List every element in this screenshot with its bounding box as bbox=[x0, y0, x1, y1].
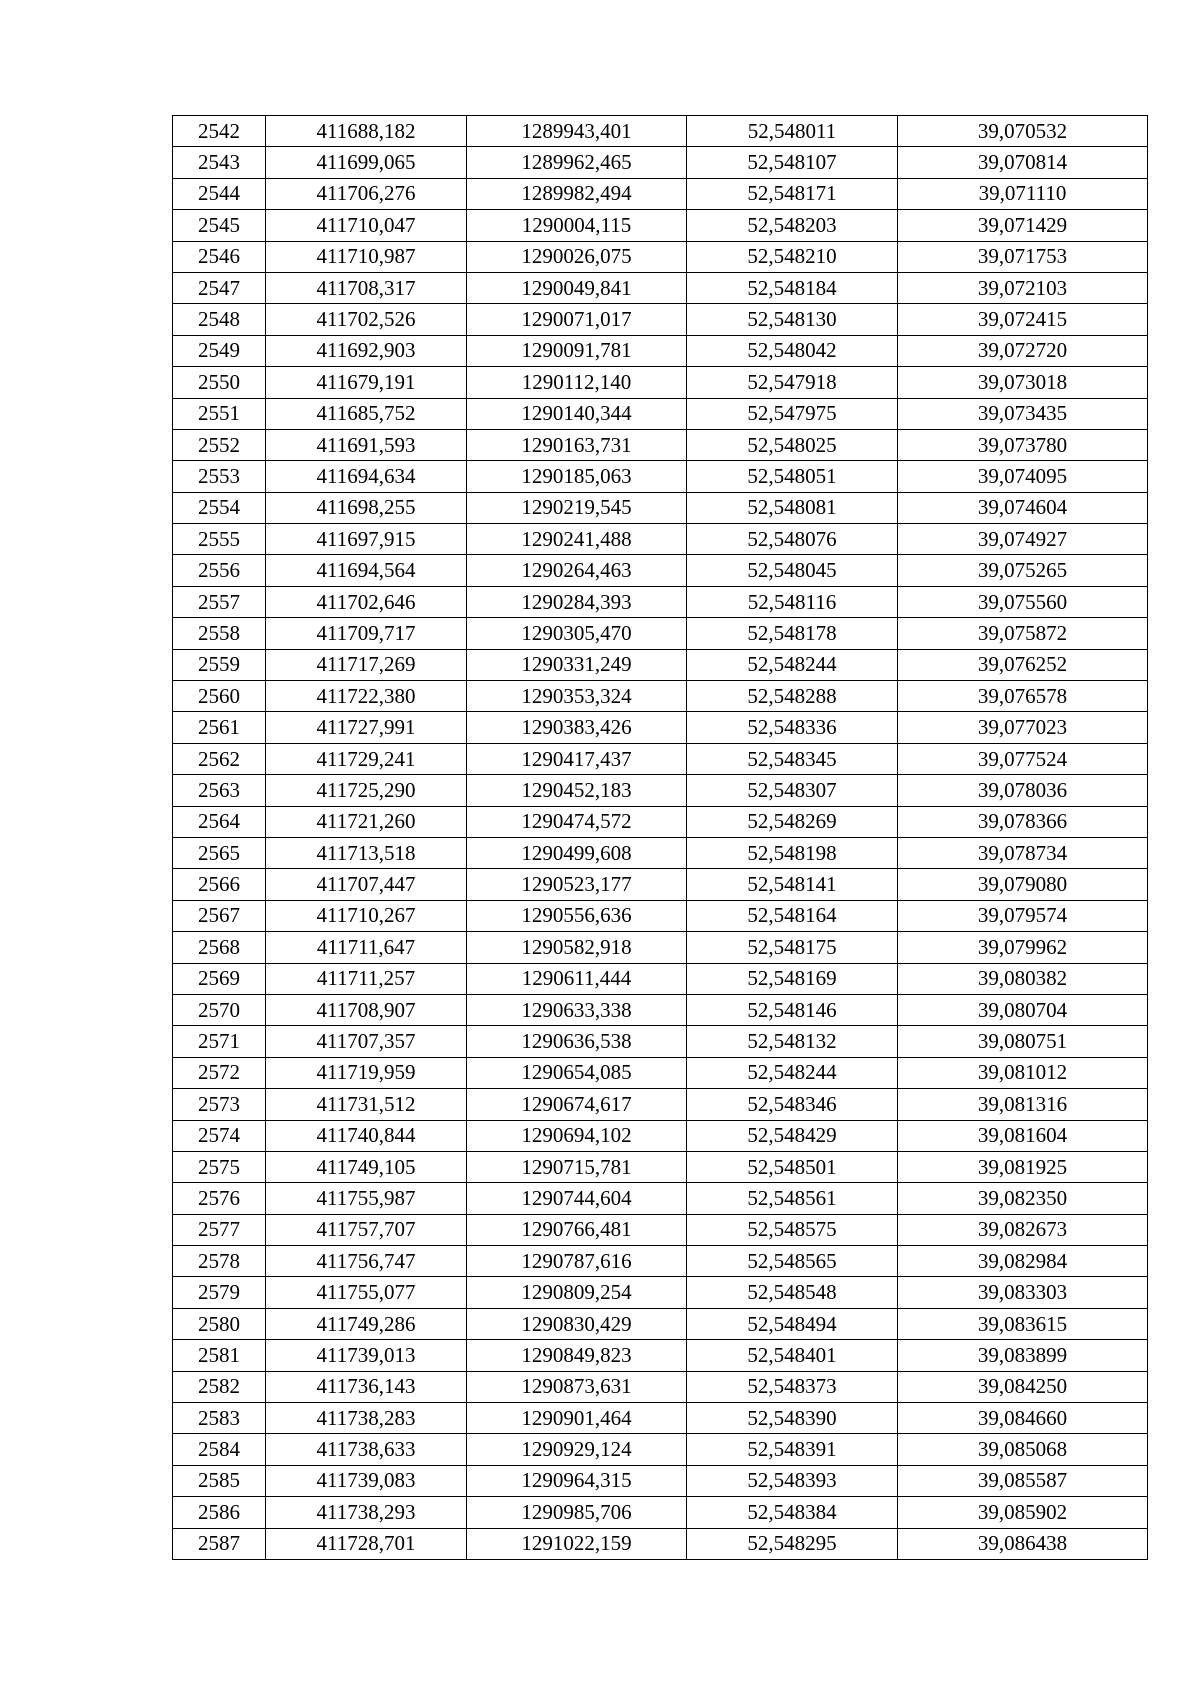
point-number-cell: 2565 bbox=[173, 837, 266, 868]
latitude-cell: 52,548565 bbox=[687, 1246, 898, 1277]
latitude-cell: 52,548130 bbox=[687, 304, 898, 335]
y-coordinate-cell: 1290985,706 bbox=[467, 1497, 687, 1528]
point-number-cell: 2546 bbox=[173, 241, 266, 272]
longitude-cell: 39,070814 bbox=[898, 147, 1148, 178]
y-coordinate-cell: 1290219,545 bbox=[467, 492, 687, 523]
point-number-cell: 2543 bbox=[173, 147, 266, 178]
longitude-cell: 39,071429 bbox=[898, 210, 1148, 241]
table-row bbox=[173, 837, 1148, 868]
x-coordinate-cell: 411694,564 bbox=[266, 555, 467, 586]
longitude-cell: 39,083899 bbox=[898, 1340, 1148, 1371]
y-coordinate-cell: 1290284,393 bbox=[467, 586, 687, 617]
table-row bbox=[173, 1183, 1148, 1214]
longitude-cell: 39,081604 bbox=[898, 1120, 1148, 1151]
longitude-cell: 39,083615 bbox=[898, 1308, 1148, 1339]
y-coordinate-cell: 1290004,115 bbox=[467, 210, 687, 241]
x-coordinate-cell: 411757,707 bbox=[266, 1214, 467, 1245]
longitude-cell: 39,078036 bbox=[898, 775, 1148, 806]
table-row bbox=[173, 1151, 1148, 1182]
y-coordinate-cell: 1290582,918 bbox=[467, 932, 687, 963]
point-number-cell: 2550 bbox=[173, 367, 266, 398]
latitude-cell: 52,548494 bbox=[687, 1308, 898, 1339]
point-number-cell: 2562 bbox=[173, 743, 266, 774]
y-coordinate-cell: 1289982,494 bbox=[467, 178, 687, 209]
table-row bbox=[173, 1214, 1148, 1245]
y-coordinate-cell: 1290353,324 bbox=[467, 681, 687, 712]
y-coordinate-cell: 1290049,841 bbox=[467, 272, 687, 303]
x-coordinate-cell: 411727,991 bbox=[266, 712, 467, 743]
longitude-cell: 39,075560 bbox=[898, 586, 1148, 617]
x-coordinate-cell: 411719,959 bbox=[266, 1057, 467, 1088]
point-number-cell: 2578 bbox=[173, 1246, 266, 1277]
table-row bbox=[173, 1120, 1148, 1151]
longitude-cell: 39,085068 bbox=[898, 1434, 1148, 1465]
point-number-cell: 2545 bbox=[173, 210, 266, 241]
x-coordinate-cell: 411691,593 bbox=[266, 429, 467, 460]
point-number-cell: 2561 bbox=[173, 712, 266, 743]
point-number-cell: 2583 bbox=[173, 1403, 266, 1434]
y-coordinate-cell: 1290474,572 bbox=[467, 806, 687, 837]
table-row bbox=[173, 1528, 1148, 1559]
x-coordinate-cell: 411738,283 bbox=[266, 1403, 467, 1434]
table-row bbox=[173, 775, 1148, 806]
y-coordinate-cell: 1289943,401 bbox=[467, 116, 687, 147]
longitude-cell: 39,079574 bbox=[898, 900, 1148, 931]
latitude-cell: 52,547975 bbox=[687, 398, 898, 429]
x-coordinate-cell: 411749,286 bbox=[266, 1308, 467, 1339]
table-row bbox=[173, 1371, 1148, 1402]
latitude-cell: 52,548244 bbox=[687, 1057, 898, 1088]
point-number-cell: 2563 bbox=[173, 775, 266, 806]
x-coordinate-cell: 411710,267 bbox=[266, 900, 467, 931]
point-number-cell: 2549 bbox=[173, 335, 266, 366]
y-coordinate-cell: 1290091,781 bbox=[467, 335, 687, 366]
y-coordinate-cell: 1290611,444 bbox=[467, 963, 687, 994]
y-coordinate-cell: 1290163,731 bbox=[467, 429, 687, 460]
longitude-cell: 39,085587 bbox=[898, 1465, 1148, 1496]
longitude-cell: 39,080704 bbox=[898, 994, 1148, 1025]
longitude-cell: 39,080751 bbox=[898, 1026, 1148, 1057]
latitude-cell: 52,548184 bbox=[687, 272, 898, 303]
y-coordinate-cell: 1289962,465 bbox=[467, 147, 687, 178]
point-number-cell: 2564 bbox=[173, 806, 266, 837]
point-number-cell: 2557 bbox=[173, 586, 266, 617]
latitude-cell: 52,548132 bbox=[687, 1026, 898, 1057]
x-coordinate-cell: 411708,907 bbox=[266, 994, 467, 1025]
x-coordinate-cell: 411702,646 bbox=[266, 586, 467, 617]
latitude-cell: 52,548146 bbox=[687, 994, 898, 1025]
x-coordinate-cell: 411711,647 bbox=[266, 932, 467, 963]
longitude-cell: 39,074927 bbox=[898, 524, 1148, 555]
latitude-cell: 52,548164 bbox=[687, 900, 898, 931]
latitude-cell: 52,548345 bbox=[687, 743, 898, 774]
x-coordinate-cell: 411731,512 bbox=[266, 1089, 467, 1120]
longitude-cell: 39,082673 bbox=[898, 1214, 1148, 1245]
table-row bbox=[173, 1434, 1148, 1465]
x-coordinate-cell: 411740,844 bbox=[266, 1120, 467, 1151]
latitude-cell: 52,548141 bbox=[687, 869, 898, 900]
point-number-cell: 2556 bbox=[173, 555, 266, 586]
y-coordinate-cell: 1290929,124 bbox=[467, 1434, 687, 1465]
longitude-cell: 39,076252 bbox=[898, 649, 1148, 680]
latitude-cell: 52,548373 bbox=[687, 1371, 898, 1402]
latitude-cell: 52,548107 bbox=[687, 147, 898, 178]
x-coordinate-cell: 411711,257 bbox=[266, 963, 467, 994]
point-number-cell: 2570 bbox=[173, 994, 266, 1025]
x-coordinate-cell: 411738,293 bbox=[266, 1497, 467, 1528]
x-coordinate-cell: 411728,701 bbox=[266, 1528, 467, 1559]
x-coordinate-cell: 411707,357 bbox=[266, 1026, 467, 1057]
longitude-cell: 39,071753 bbox=[898, 241, 1148, 272]
x-coordinate-cell: 411688,182 bbox=[266, 116, 467, 147]
y-coordinate-cell: 1290901,464 bbox=[467, 1403, 687, 1434]
table-row bbox=[173, 1057, 1148, 1088]
point-number-cell: 2586 bbox=[173, 1497, 266, 1528]
longitude-cell: 39,079962 bbox=[898, 932, 1148, 963]
latitude-cell: 52,548198 bbox=[687, 837, 898, 868]
x-coordinate-cell: 411717,269 bbox=[266, 649, 467, 680]
x-coordinate-cell: 411702,526 bbox=[266, 304, 467, 335]
longitude-cell: 39,081925 bbox=[898, 1151, 1148, 1182]
longitude-cell: 39,083303 bbox=[898, 1277, 1148, 1308]
longitude-cell: 39,073435 bbox=[898, 398, 1148, 429]
table-row bbox=[173, 241, 1148, 272]
table-row bbox=[173, 147, 1148, 178]
latitude-cell: 52,548295 bbox=[687, 1528, 898, 1559]
latitude-cell: 52,548169 bbox=[687, 963, 898, 994]
y-coordinate-cell: 1290383,426 bbox=[467, 712, 687, 743]
y-coordinate-cell: 1290140,344 bbox=[467, 398, 687, 429]
y-coordinate-cell: 1290331,249 bbox=[467, 649, 687, 680]
longitude-cell: 39,072720 bbox=[898, 335, 1148, 366]
table-row bbox=[173, 116, 1148, 147]
latitude-cell: 52,548042 bbox=[687, 335, 898, 366]
x-coordinate-cell: 411697,915 bbox=[266, 524, 467, 555]
latitude-cell: 52,548429 bbox=[687, 1120, 898, 1151]
point-number-cell: 2554 bbox=[173, 492, 266, 523]
table-row bbox=[173, 1497, 1148, 1528]
latitude-cell: 52,548390 bbox=[687, 1403, 898, 1434]
y-coordinate-cell: 1291022,159 bbox=[467, 1528, 687, 1559]
latitude-cell: 52,548081 bbox=[687, 492, 898, 523]
latitude-cell: 52,548210 bbox=[687, 241, 898, 272]
table-row bbox=[173, 304, 1148, 335]
x-coordinate-cell: 411736,143 bbox=[266, 1371, 467, 1402]
longitude-cell: 39,074604 bbox=[898, 492, 1148, 523]
table-row bbox=[173, 649, 1148, 680]
y-coordinate-cell: 1290873,631 bbox=[467, 1371, 687, 1402]
point-number-cell: 2574 bbox=[173, 1120, 266, 1151]
longitude-cell: 39,078734 bbox=[898, 837, 1148, 868]
table-row bbox=[173, 429, 1148, 460]
table-row bbox=[173, 367, 1148, 398]
x-coordinate-cell: 411709,717 bbox=[266, 618, 467, 649]
longitude-cell: 39,074095 bbox=[898, 461, 1148, 492]
longitude-cell: 39,073780 bbox=[898, 429, 1148, 460]
table-row bbox=[173, 461, 1148, 492]
latitude-cell: 52,548011 bbox=[687, 116, 898, 147]
y-coordinate-cell: 1290112,140 bbox=[467, 367, 687, 398]
y-coordinate-cell: 1290636,538 bbox=[467, 1026, 687, 1057]
point-number-cell: 2587 bbox=[173, 1528, 266, 1559]
y-coordinate-cell: 1290809,254 bbox=[467, 1277, 687, 1308]
latitude-cell: 52,548175 bbox=[687, 932, 898, 963]
x-coordinate-cell: 411694,634 bbox=[266, 461, 467, 492]
latitude-cell: 52,548116 bbox=[687, 586, 898, 617]
latitude-cell: 52,548384 bbox=[687, 1497, 898, 1528]
latitude-cell: 52,548269 bbox=[687, 806, 898, 837]
y-coordinate-cell: 1290417,437 bbox=[467, 743, 687, 774]
longitude-cell: 39,086438 bbox=[898, 1528, 1148, 1559]
x-coordinate-cell: 411755,077 bbox=[266, 1277, 467, 1308]
x-coordinate-cell: 411679,191 bbox=[266, 367, 467, 398]
x-coordinate-cell: 411698,255 bbox=[266, 492, 467, 523]
point-number-cell: 2559 bbox=[173, 649, 266, 680]
table-row bbox=[173, 524, 1148, 555]
y-coordinate-cell: 1290026,075 bbox=[467, 241, 687, 272]
x-coordinate-cell: 411699,065 bbox=[266, 147, 467, 178]
y-coordinate-cell: 1290694,102 bbox=[467, 1120, 687, 1151]
y-coordinate-cell: 1290715,781 bbox=[467, 1151, 687, 1182]
y-coordinate-cell: 1290964,315 bbox=[467, 1465, 687, 1496]
x-coordinate-cell: 411708,317 bbox=[266, 272, 467, 303]
x-coordinate-cell: 411756,747 bbox=[266, 1246, 467, 1277]
table-row bbox=[173, 681, 1148, 712]
longitude-cell: 39,072103 bbox=[898, 272, 1148, 303]
latitude-cell: 52,548548 bbox=[687, 1277, 898, 1308]
table-row bbox=[173, 618, 1148, 649]
table-row bbox=[173, 1089, 1148, 1120]
point-number-cell: 2569 bbox=[173, 963, 266, 994]
y-coordinate-cell: 1290452,183 bbox=[467, 775, 687, 806]
x-coordinate-cell: 411755,987 bbox=[266, 1183, 467, 1214]
longitude-cell: 39,079080 bbox=[898, 869, 1148, 900]
table-row bbox=[173, 1403, 1148, 1434]
point-number-cell: 2542 bbox=[173, 116, 266, 147]
table-row bbox=[173, 1465, 1148, 1496]
table-row bbox=[173, 869, 1148, 900]
point-number-cell: 2571 bbox=[173, 1026, 266, 1057]
table-row bbox=[173, 932, 1148, 963]
y-coordinate-cell: 1290241,488 bbox=[467, 524, 687, 555]
x-coordinate-cell: 411710,047 bbox=[266, 210, 467, 241]
point-number-cell: 2579 bbox=[173, 1277, 266, 1308]
longitude-cell: 39,071110 bbox=[898, 178, 1148, 209]
latitude-cell: 52,548307 bbox=[687, 775, 898, 806]
x-coordinate-cell: 411739,083 bbox=[266, 1465, 467, 1496]
longitude-cell: 39,084660 bbox=[898, 1403, 1148, 1434]
longitude-cell: 39,084250 bbox=[898, 1371, 1148, 1402]
latitude-cell: 52,548203 bbox=[687, 210, 898, 241]
longitude-cell: 39,085902 bbox=[898, 1497, 1148, 1528]
coordinates-table-body bbox=[173, 116, 1148, 1560]
latitude-cell: 52,548391 bbox=[687, 1434, 898, 1465]
y-coordinate-cell: 1290766,481 bbox=[467, 1214, 687, 1245]
longitude-cell: 39,081012 bbox=[898, 1057, 1148, 1088]
table-row bbox=[173, 398, 1148, 429]
point-number-cell: 2585 bbox=[173, 1465, 266, 1496]
table-row bbox=[173, 272, 1148, 303]
longitude-cell: 39,072415 bbox=[898, 304, 1148, 335]
table-row bbox=[173, 963, 1148, 994]
x-coordinate-cell: 411721,260 bbox=[266, 806, 467, 837]
y-coordinate-cell: 1290264,463 bbox=[467, 555, 687, 586]
table-row bbox=[173, 1246, 1148, 1277]
point-number-cell: 2553 bbox=[173, 461, 266, 492]
latitude-cell: 52,548288 bbox=[687, 681, 898, 712]
table-row bbox=[173, 586, 1148, 617]
table-row bbox=[173, 555, 1148, 586]
longitude-cell: 39,077023 bbox=[898, 712, 1148, 743]
point-number-cell: 2576 bbox=[173, 1183, 266, 1214]
y-coordinate-cell: 1290830,429 bbox=[467, 1308, 687, 1339]
longitude-cell: 39,082984 bbox=[898, 1246, 1148, 1277]
x-coordinate-cell: 411710,987 bbox=[266, 241, 467, 272]
x-coordinate-cell: 411706,276 bbox=[266, 178, 467, 209]
longitude-cell: 39,076578 bbox=[898, 681, 1148, 712]
y-coordinate-cell: 1290849,823 bbox=[467, 1340, 687, 1371]
table-row bbox=[173, 335, 1148, 366]
table-row bbox=[173, 743, 1148, 774]
y-coordinate-cell: 1290499,608 bbox=[467, 837, 687, 868]
point-number-cell: 2582 bbox=[173, 1371, 266, 1402]
y-coordinate-cell: 1290787,616 bbox=[467, 1246, 687, 1277]
latitude-cell: 52,548045 bbox=[687, 555, 898, 586]
latitude-cell: 52,547918 bbox=[687, 367, 898, 398]
latitude-cell: 52,548244 bbox=[687, 649, 898, 680]
x-coordinate-cell: 411685,752 bbox=[266, 398, 467, 429]
x-coordinate-cell: 411713,518 bbox=[266, 837, 467, 868]
x-coordinate-cell: 411725,290 bbox=[266, 775, 467, 806]
x-coordinate-cell: 411739,013 bbox=[266, 1340, 467, 1371]
latitude-cell: 52,548076 bbox=[687, 524, 898, 555]
table-row bbox=[173, 1308, 1148, 1339]
point-number-cell: 2572 bbox=[173, 1057, 266, 1088]
table-row bbox=[173, 806, 1148, 837]
longitude-cell: 39,075872 bbox=[898, 618, 1148, 649]
x-coordinate-cell: 411749,105 bbox=[266, 1151, 467, 1182]
table-row bbox=[173, 1026, 1148, 1057]
x-coordinate-cell: 411738,633 bbox=[266, 1434, 467, 1465]
point-number-cell: 2573 bbox=[173, 1089, 266, 1120]
point-number-cell: 2568 bbox=[173, 932, 266, 963]
longitude-cell: 39,080382 bbox=[898, 963, 1148, 994]
point-number-cell: 2580 bbox=[173, 1308, 266, 1339]
table-row bbox=[173, 900, 1148, 931]
point-number-cell: 2551 bbox=[173, 398, 266, 429]
x-coordinate-cell: 411692,903 bbox=[266, 335, 467, 366]
y-coordinate-cell: 1290523,177 bbox=[467, 869, 687, 900]
y-coordinate-cell: 1290305,470 bbox=[467, 618, 687, 649]
x-coordinate-cell: 411722,380 bbox=[266, 681, 467, 712]
y-coordinate-cell: 1290071,017 bbox=[467, 304, 687, 335]
point-number-cell: 2584 bbox=[173, 1434, 266, 1465]
point-number-cell: 2567 bbox=[173, 900, 266, 931]
point-number-cell: 2560 bbox=[173, 681, 266, 712]
latitude-cell: 52,548575 bbox=[687, 1214, 898, 1245]
latitude-cell: 52,548401 bbox=[687, 1340, 898, 1371]
table-row bbox=[173, 1277, 1148, 1308]
longitude-cell: 39,070532 bbox=[898, 116, 1148, 147]
latitude-cell: 52,548501 bbox=[687, 1151, 898, 1182]
latitude-cell: 52,548393 bbox=[687, 1465, 898, 1496]
coordinates-table bbox=[172, 115, 1148, 1560]
table-row bbox=[173, 994, 1148, 1025]
x-coordinate-cell: 411729,241 bbox=[266, 743, 467, 774]
point-number-cell: 2555 bbox=[173, 524, 266, 555]
latitude-cell: 52,548171 bbox=[687, 178, 898, 209]
latitude-cell: 52,548178 bbox=[687, 618, 898, 649]
point-number-cell: 2548 bbox=[173, 304, 266, 335]
longitude-cell: 39,078366 bbox=[898, 806, 1148, 837]
latitude-cell: 52,548051 bbox=[687, 461, 898, 492]
point-number-cell: 2577 bbox=[173, 1214, 266, 1245]
table-row bbox=[173, 712, 1148, 743]
table-row bbox=[173, 1340, 1148, 1371]
point-number-cell: 2558 bbox=[173, 618, 266, 649]
y-coordinate-cell: 1290744,604 bbox=[467, 1183, 687, 1214]
longitude-cell: 39,073018 bbox=[898, 367, 1148, 398]
longitude-cell: 39,075265 bbox=[898, 555, 1148, 586]
y-coordinate-cell: 1290674,617 bbox=[467, 1089, 687, 1120]
point-number-cell: 2566 bbox=[173, 869, 266, 900]
longitude-cell: 39,081316 bbox=[898, 1089, 1148, 1120]
longitude-cell: 39,082350 bbox=[898, 1183, 1148, 1214]
point-number-cell: 2552 bbox=[173, 429, 266, 460]
point-number-cell: 2575 bbox=[173, 1151, 266, 1182]
point-number-cell: 2544 bbox=[173, 178, 266, 209]
point-number-cell: 2581 bbox=[173, 1340, 266, 1371]
y-coordinate-cell: 1290556,636 bbox=[467, 900, 687, 931]
table-row bbox=[173, 178, 1148, 209]
latitude-cell: 52,548336 bbox=[687, 712, 898, 743]
latitude-cell: 52,548561 bbox=[687, 1183, 898, 1214]
latitude-cell: 52,548346 bbox=[687, 1089, 898, 1120]
latitude-cell: 52,548025 bbox=[687, 429, 898, 460]
x-coordinate-cell: 411707,447 bbox=[266, 869, 467, 900]
y-coordinate-cell: 1290633,338 bbox=[467, 994, 687, 1025]
table-row bbox=[173, 492, 1148, 523]
longitude-cell: 39,077524 bbox=[898, 743, 1148, 774]
y-coordinate-cell: 1290185,063 bbox=[467, 461, 687, 492]
point-number-cell: 2547 bbox=[173, 272, 266, 303]
y-coordinate-cell: 1290654,085 bbox=[467, 1057, 687, 1088]
table-row bbox=[173, 210, 1148, 241]
